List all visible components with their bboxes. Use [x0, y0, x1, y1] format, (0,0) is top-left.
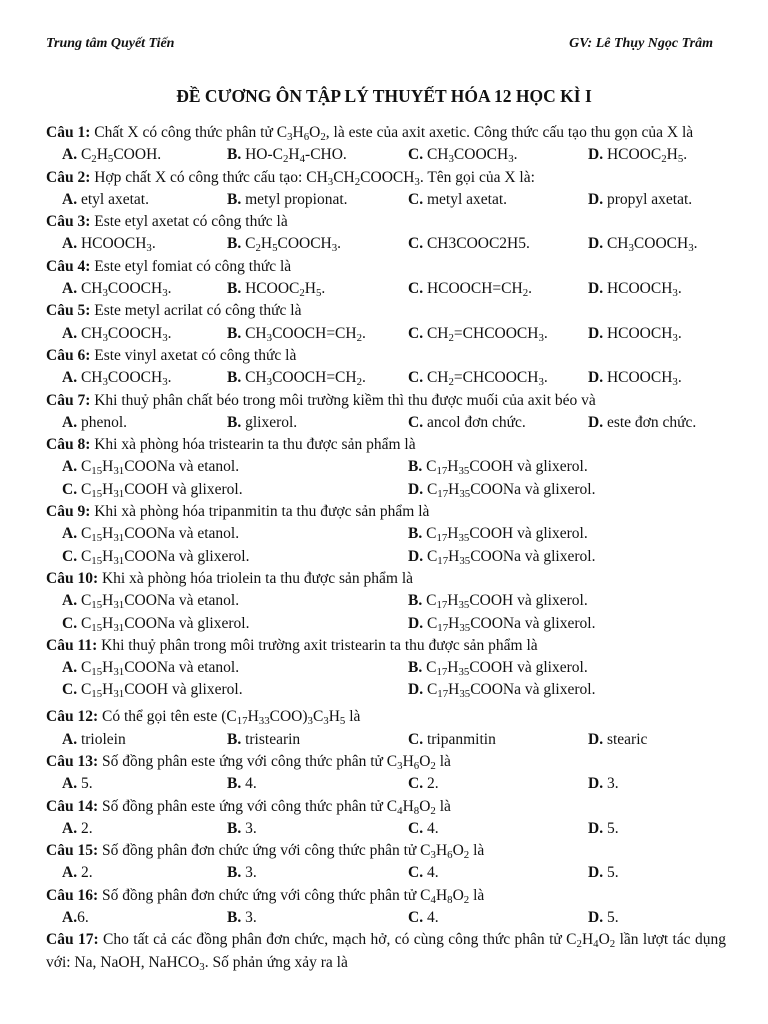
option-text: $CH_3COOCH_3$. [80, 324, 172, 344]
option-text: tripanmitin [426, 730, 496, 748]
option-label: B. [227, 146, 242, 164]
option-d [588, 278, 726, 300]
option-c [408, 367, 588, 389]
question-stem-line [46, 929, 726, 974]
option-label: C. [408, 369, 424, 387]
question-label: Câu 17: [46, 931, 99, 949]
question-stem-line [46, 390, 726, 412]
option-text: 4. [426, 864, 439, 882]
question-14 [46, 796, 726, 841]
answer-options [46, 590, 726, 635]
option-b [227, 412, 408, 434]
option-label: B. [408, 458, 423, 476]
option-label: C. [408, 864, 424, 882]
option-label: C. [408, 190, 424, 208]
question-stem: Khi xà phòng hóa triolein ta thu được sản phẩm là [101, 569, 414, 587]
option-text: este đơn chức. [606, 413, 697, 431]
option-text: 4. [245, 775, 257, 793]
option-text: $C_{17}H_{35}COOH$ và glixerol. [426, 525, 588, 545]
option-c [408, 818, 588, 840]
answer-options [46, 323, 726, 345]
option-label: A. [62, 235, 78, 253]
option-label: A. [62, 819, 78, 837]
option-text: $C_{17}H_{35}COONa$ và glixerol. [426, 547, 596, 567]
option-label: C. [408, 324, 424, 342]
option-label: B. [227, 730, 242, 748]
option-label: C. [408, 730, 424, 748]
option-label: B. [227, 819, 242, 837]
option-d [408, 546, 726, 568]
option-b [227, 144, 408, 166]
option-label: B. [408, 592, 423, 610]
option-text: 5. [606, 909, 619, 927]
option-label: C. [408, 909, 424, 927]
question-stem: Số đồng phân este ứng với công thức phân tử $C_4H_8O_2$ là [101, 797, 451, 817]
option-label: A. [62, 280, 78, 298]
option-label: A. [62, 909, 78, 927]
answer-options [46, 818, 726, 840]
option-label: D. [588, 369, 604, 387]
question-stem: Khi xà phòng hóa tristearin ta thu được sản phẩm là [94, 436, 416, 454]
option-a [62, 862, 227, 884]
question-stem-line [46, 568, 726, 590]
question-label: Câu 13: [46, 753, 99, 770]
option-label: B. [408, 525, 423, 543]
option-label: B. [408, 659, 423, 677]
question-13 [46, 751, 726, 796]
option-text: 4. [426, 909, 439, 927]
question-stem: Hợp chất X có công thức cấu tạo: $CH_3CH_2COOCH_3$. Tên gọi của X là: [94, 168, 535, 188]
option-label: C. [408, 775, 424, 793]
question-label: Câu 1: [46, 124, 91, 141]
question-label: Câu 15: [46, 842, 99, 860]
option-b [227, 323, 408, 345]
answer-options [46, 773, 726, 795]
option-label: D. [408, 614, 424, 632]
option-label: D. [588, 864, 604, 882]
answer-options [46, 523, 726, 568]
question-8 [46, 434, 726, 501]
option-text: $HCOOCH_3$. [606, 369, 682, 389]
question-stem-line [46, 796, 726, 818]
option-c [62, 613, 408, 635]
question-stem: Số đồng phân este ứng với công thức phân tử $C_3H_6O_2$ là [101, 753, 451, 773]
option-text: 5. [80, 775, 93, 793]
question-label: Câu 7: [46, 391, 91, 409]
option-a [62, 323, 227, 345]
option-d [588, 729, 726, 751]
option-label: D. [588, 324, 604, 342]
option-label: A. [62, 458, 78, 476]
option-text: $HCOOCH_3$. [606, 324, 682, 344]
option-label: B. [227, 413, 242, 431]
option-text: $C_{15}H_{31}COONa$ và etanol. [80, 659, 240, 679]
option-text: glixerol. [245, 413, 298, 431]
question-9 [46, 501, 726, 568]
option-a [62, 657, 408, 679]
option-b [227, 278, 408, 300]
option-text: CH3COOC2H5. [426, 235, 530, 253]
option-a [62, 907, 227, 929]
option-label: B. [227, 369, 242, 387]
question-stem: Khi thuỷ phân chất béo trong môi trường kiềm thì thu được muối của axit béo và [94, 391, 596, 409]
option-d [588, 367, 726, 389]
option-c [62, 479, 408, 501]
answer-options [46, 367, 726, 389]
option-label: C. [62, 547, 78, 565]
option-text: tristearin [245, 730, 301, 748]
option-text: $C_{15}H_{31}COONa$ và etanol. [80, 525, 240, 545]
option-b [227, 729, 408, 751]
question-stem: Cho tất cả các đồng phân đơn chức, mạch hở, có cùng công thức phân tử $C_2H_4O_2$ lần lượt tác dụng với: Na, NaOH, NaHCO$_3$. Số phản ứng xảy ra là [46, 931, 726, 973]
option-text: $HCOOCH=CH_2$. [426, 280, 532, 300]
option-text: $HO-C_2H_4$-CHO. [245, 146, 347, 166]
question-label: Câu 2: [46, 168, 91, 186]
option-text: 2. [80, 864, 93, 882]
question-2 [46, 167, 726, 212]
option-text: $HCOOC_2H_5$. [606, 146, 688, 166]
option-text: 3. [245, 819, 257, 837]
question-stem-line [46, 501, 726, 523]
question-stem-line [46, 635, 726, 657]
answer-options [46, 412, 726, 434]
question-label: Câu 4: [46, 257, 91, 275]
option-label: A. [62, 659, 78, 677]
option-label: A. [62, 730, 78, 748]
option-label: A. [62, 525, 78, 543]
option-label: D. [588, 146, 604, 164]
option-text: 4. [426, 819, 439, 837]
option-a [62, 729, 227, 751]
option-text: $C_{17}H_{35}COOH$ và glixerol. [426, 659, 588, 679]
question-stem: Chất X có công thức phân tử $C_3H_6O_2$, là este của axit axetic. Công thức cấu tạo thu gọn của X là [94, 124, 694, 144]
option-label: D. [588, 235, 604, 253]
question-stem-line [46, 840, 726, 862]
option-a [62, 233, 227, 255]
answer-options [46, 862, 726, 884]
option-label: A. [62, 146, 78, 164]
question-stem: Số đồng phân đơn chức ứng với công thức phân tử $C_4H_8O_2$ là [101, 886, 485, 906]
option-text: $CH_2=CHCOOCH_3$. [426, 324, 548, 344]
answer-options [46, 278, 726, 300]
option-label: D. [588, 190, 604, 208]
option-text: $C_{15}H_{31}COONa$ và glixerol. [80, 547, 250, 567]
option-label: C. [62, 681, 78, 699]
option-text: $HCOOCH_3$. [606, 280, 682, 300]
option-label: D. [588, 413, 604, 431]
question-15 [46, 840, 726, 885]
option-d [588, 818, 726, 840]
teacher-name: GV: Lê Thụy Ngọc Trâm [569, 36, 713, 51]
option-label: C. [408, 235, 424, 253]
option-b [408, 523, 726, 545]
option-b [408, 456, 726, 478]
option-c [408, 323, 588, 345]
question-stem-line [46, 706, 726, 728]
option-b [408, 590, 726, 612]
option-text: 3. [245, 864, 257, 882]
option-a [62, 144, 227, 166]
option-c [408, 907, 588, 929]
option-label: B. [227, 190, 242, 208]
option-text: 3. [606, 775, 619, 793]
question-list [46, 122, 726, 974]
option-text: $C_2H_5COOCH_3$. [245, 235, 342, 255]
option-d [588, 412, 726, 434]
option-d [588, 323, 726, 345]
option-text: $C_{15}H_{31}COOH$ và glixerol. [80, 681, 243, 701]
question-stem-line [46, 300, 726, 322]
question-label: Câu 10: [46, 569, 99, 587]
option-text: 5. [606, 864, 619, 882]
question-stem-line [46, 751, 726, 773]
option-c [62, 546, 408, 568]
option-a [62, 590, 408, 612]
option-label: B. [227, 280, 242, 298]
question-stem-line [46, 211, 726, 233]
option-text: $CH_3COOCH_3$. [80, 369, 172, 389]
page-header [46, 34, 713, 54]
option-label: A. [62, 775, 78, 793]
option-label: C. [408, 819, 424, 837]
option-c [408, 773, 588, 795]
option-label: D. [408, 480, 424, 498]
question-3 [46, 211, 726, 256]
option-text: phenol. [80, 413, 128, 431]
question-4 [46, 256, 726, 301]
option-text: $C_{17}H_{35}COONa$ và glixerol. [426, 480, 596, 500]
option-b [227, 907, 408, 929]
option-text: $C_{15}H_{31}COOH$ và glixerol. [80, 480, 243, 500]
option-text: $CH_3COOCH=CH_2$. [245, 324, 366, 344]
option-d [588, 862, 726, 884]
option-label: C. [408, 413, 424, 431]
option-text: metyl propionat. [245, 190, 348, 208]
option-text: $C_{15}H_{31}COONa$ và glixerol. [80, 614, 250, 634]
answer-options [46, 729, 726, 751]
option-label: C. [62, 614, 78, 632]
option-text: $CH_2=CHCOOCH_3$. [426, 369, 548, 389]
option-text: $C_{17}H_{35}COONa$ và glixerol. [426, 681, 596, 701]
option-d [408, 679, 726, 701]
option-label: A. [62, 413, 78, 431]
option-a [62, 367, 227, 389]
option-text: 6. [77, 909, 89, 927]
option-label: D. [588, 280, 604, 298]
question-stem: Este metyl acrilat có công thức là [94, 302, 302, 320]
option-label: D. [408, 547, 424, 565]
option-text: 5. [606, 819, 619, 837]
option-c [408, 144, 588, 166]
question-label: Câu 9: [46, 503, 91, 521]
option-a [62, 412, 227, 434]
option-d [588, 144, 726, 166]
option-label: C. [408, 146, 424, 164]
option-a [62, 773, 227, 795]
option-c [408, 862, 588, 884]
option-b [227, 189, 408, 211]
option-text: $CH_3COOCH_3$. [426, 146, 518, 166]
option-label: B. [227, 864, 242, 882]
option-text: propyl axetat. [606, 190, 693, 208]
option-b [227, 367, 408, 389]
option-b [227, 818, 408, 840]
option-text: triolein [80, 730, 126, 748]
option-label: A. [62, 864, 78, 882]
question-6 [46, 345, 726, 390]
answer-options [46, 907, 726, 929]
question-stem-line [46, 345, 726, 367]
option-a [62, 818, 227, 840]
option-label: D. [408, 681, 424, 699]
option-text: $C_{17}H_{35}COOH$ và glixerol. [426, 592, 588, 612]
question-label: Câu 16: [46, 886, 99, 904]
question-stem-line [46, 885, 726, 907]
option-label: B. [227, 324, 242, 342]
option-label: C. [408, 280, 424, 298]
option-d [588, 773, 726, 795]
option-text: stearic [606, 730, 648, 748]
option-label: A. [62, 592, 78, 610]
option-text: etyl axetat. [80, 190, 149, 208]
option-label: D. [588, 819, 604, 837]
question-stem-line [46, 122, 726, 144]
option-text: $CH_3COOCH_3$. [606, 235, 698, 255]
option-d [408, 613, 726, 635]
option-b [227, 233, 408, 255]
option-text: $CH_3COOCH_3$. [80, 280, 172, 300]
option-d [588, 907, 726, 929]
option-c [408, 189, 588, 211]
option-label: B. [227, 909, 242, 927]
option-text: $CH_3COOCH=CH_2$. [245, 369, 366, 389]
answer-options [46, 657, 726, 702]
question-7 [46, 390, 726, 435]
option-c [408, 412, 588, 434]
option-text: 2. [80, 819, 93, 837]
question-stem: Khi xà phòng hóa tripanmitin ta thu được sản phẩm là [94, 503, 430, 521]
option-b [227, 773, 408, 795]
option-a [62, 189, 227, 211]
answer-options [46, 233, 726, 255]
option-text: metyl axetat. [426, 190, 508, 208]
question-stem: Khi thuỷ phân trong môi trường axit tristearin ta thu được sản phẩm là [101, 636, 538, 654]
option-c [62, 679, 408, 701]
option-d [588, 233, 726, 255]
question-1 [46, 122, 726, 167]
question-stem-line [46, 167, 726, 189]
option-text: $HCOOCH_3$. [80, 235, 156, 255]
option-text: $HCOOC_2H_5$. [245, 280, 326, 300]
option-label: C. [62, 480, 78, 498]
question-12 [46, 706, 726, 751]
answer-options [46, 189, 726, 211]
option-text: $C_{15}H_{31}COONa$ và etanol. [80, 592, 240, 612]
option-d [588, 189, 726, 211]
option-d [408, 479, 726, 501]
option-a [62, 456, 408, 478]
option-label: A. [62, 324, 78, 342]
question-label: Câu 5: [46, 302, 91, 320]
answer-options [46, 456, 726, 501]
question-10 [46, 568, 726, 635]
option-label: B. [227, 775, 242, 793]
question-stem-line [46, 256, 726, 278]
option-b [227, 862, 408, 884]
question-11 [46, 635, 726, 702]
option-text: 2. [426, 775, 439, 793]
option-a [62, 523, 408, 545]
option-label: D. [588, 775, 604, 793]
option-c [408, 729, 588, 751]
option-label: D. [588, 730, 604, 748]
question-stem-line [46, 434, 726, 456]
option-c [408, 278, 588, 300]
option-label: D. [588, 909, 604, 927]
page-title: ĐỀ CƯƠNG ÔN TẬP LÝ THUYẾT HÓA 12 HỌC KÌ I [176, 86, 592, 106]
question-stem: Este etyl fomiat có công thức là [94, 257, 292, 275]
option-text: $C_{15}H_{31}COONa$ và etanol. [80, 458, 240, 478]
question-stem: Este etyl axetat có công thức là [94, 213, 288, 231]
option-text: 3. [245, 909, 257, 927]
question-stem: Este vinyl axetat có công thức là [94, 346, 297, 364]
option-c [408, 233, 588, 255]
option-text: ancol đơn chức. [426, 413, 526, 431]
question-label: Câu 11: [46, 636, 98, 654]
question-5 [46, 300, 726, 345]
center-name: Trung tâm Quyết Tiến [46, 36, 175, 51]
question-stem: Có thể gọi tên este $(C_{17}H_{33}COO)_3C_3H_5$ là [101, 708, 361, 728]
question-label: Câu 12: [46, 708, 99, 726]
option-label: B. [227, 235, 242, 253]
option-text: $C_2H_5COOH$. [80, 146, 162, 166]
question-label: Câu 3: [46, 213, 91, 231]
option-text: $C_{17}H_{35}COOH$ và glixerol. [426, 458, 588, 478]
option-label: A. [62, 369, 78, 387]
question-stem: Số đồng phân đơn chức ứng với công thức phân tử $C_3H_6O_2$ là [101, 842, 485, 862]
option-text: $C_{17}H_{35}COONa$ và glixerol. [426, 614, 596, 634]
option-a [62, 278, 227, 300]
question-16 [46, 885, 726, 930]
question-label: Câu 8: [46, 436, 91, 454]
question-17 [46, 929, 726, 974]
question-label: Câu 14: [46, 797, 99, 815]
question-label: Câu 6: [46, 346, 91, 364]
option-label: A. [62, 190, 78, 208]
option-b [408, 657, 726, 679]
answer-options [46, 144, 726, 166]
